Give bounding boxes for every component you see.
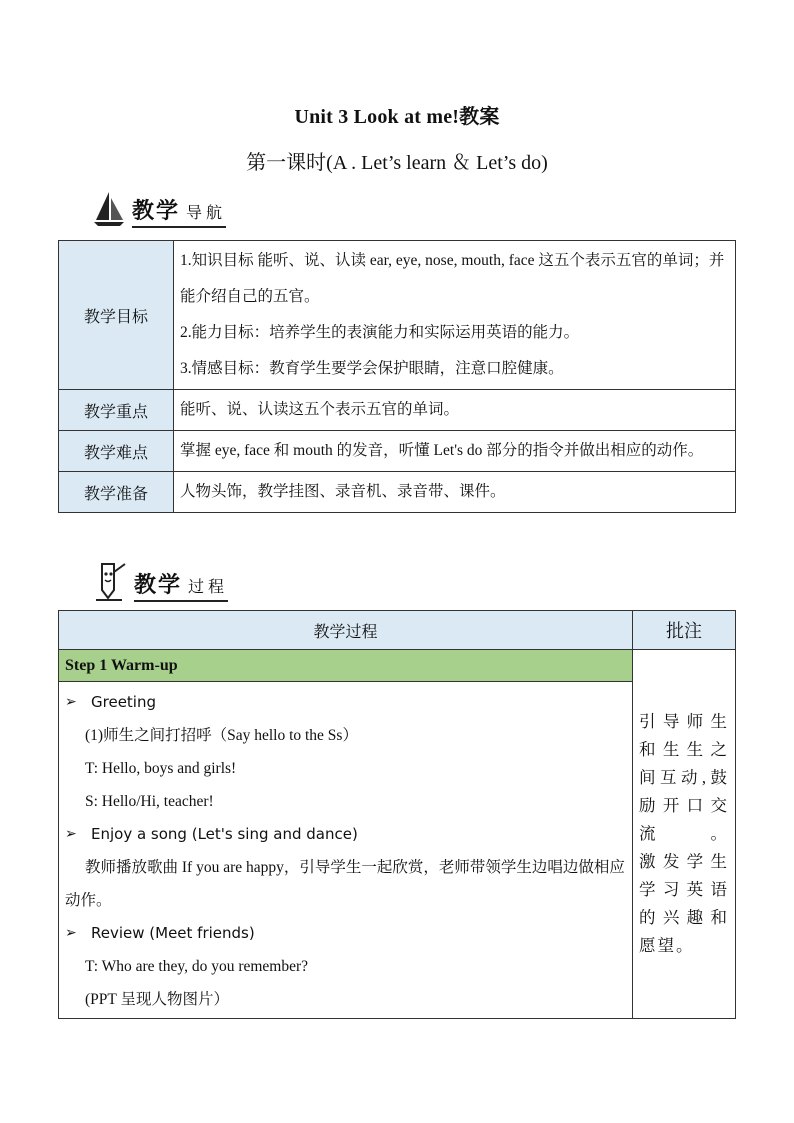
key-points-label: 教学重点: [59, 390, 174, 431]
table-row: [59, 650, 736, 682]
note-text: 激发学生学习英语的兴趣和愿望。: [639, 852, 729, 955]
process-banner-bold: 教学: [134, 573, 183, 598]
key-points-content: 能听、说、认读这五个表示五官的单词。: [174, 390, 736, 431]
song-text: 教师播放歌曲 If you are happy，引导学生一起欣赏，老师带领学生边唱边做相应动作。: [65, 859, 625, 909]
greeting-line: (1)师生之间打招呼（Say hello to the Ss）: [85, 727, 358, 744]
step-body: [59, 682, 633, 1019]
teaching-process-banner: [92, 560, 228, 602]
arrow-bullet-icon: ➢: [65, 925, 77, 941]
bullet-text: Enjoy a song (Let's sing and dance): [91, 825, 358, 843]
teaching-nav-banner: [92, 186, 226, 228]
bullet-greeting: [65, 686, 626, 719]
bullet-text: Greeting: [91, 693, 156, 711]
goal-line: 1.知识目标 能听、说、认读 ear, eye, nose, mouth, face 这五个表示五官的单词；并能介绍自己的五官。: [180, 252, 725, 305]
bullet-review: [65, 917, 626, 950]
review-line: (PPT 呈现人物图片）: [85, 991, 229, 1008]
table-row: [59, 390, 736, 431]
table-header-row: [59, 611, 736, 650]
goal-line: 2.能力目标：培养学生的表演能力和实际运用英语的能力。: [180, 324, 580, 341]
pencil-character-icon: [92, 560, 128, 602]
preparation-content: 人物头饰，教学挂图、录音机、录音带、课件。: [174, 472, 736, 513]
process-table: [58, 610, 736, 1019]
goal-line: 3.情感目标：教育学生要学会保护眼睛，注意口腔健康。: [180, 360, 564, 377]
greeting-line: S: Hello/Hi, teacher!: [85, 793, 214, 810]
goals-content: [174, 241, 736, 390]
sailboat-icon: [92, 190, 126, 228]
bullet-song: [65, 818, 626, 851]
bullet-text: Review (Meet friends): [91, 924, 255, 942]
difficulties-content: 掌握 eye, face 和 mouth 的发音，听懂 Let's do 部分的指令并做出相应的动作。: [174, 431, 736, 472]
nav-banner-light: 导航: [186, 203, 227, 222]
note-text: 引导师生和生生之间互动,鼓励开口交流。: [639, 712, 729, 843]
lesson-subtitle: 第一课时(A . Let’s learn ＆ Let’s do): [246, 152, 548, 174]
arrow-bullet-icon: ➢: [65, 826, 77, 842]
goals-label: 教学目标: [59, 241, 174, 390]
notes-cell: [633, 650, 736, 1019]
table-row: [59, 431, 736, 472]
notes-header: 批注: [633, 611, 736, 650]
table-row: [59, 241, 736, 390]
table-row: [59, 472, 736, 513]
overview-table: [58, 240, 736, 513]
preparation-label: 教学准备: [59, 472, 174, 513]
step-title: Step 1 Warm-up: [59, 650, 633, 682]
difficulties-label: 教学难点: [59, 431, 174, 472]
process-banner-light: 过程: [188, 577, 229, 596]
greeting-line: T: Hello, boys and girls!: [85, 760, 237, 777]
document-title: Unit 3 Look at me!教案: [294, 106, 500, 128]
nav-banner-bold: 教学: [132, 199, 181, 224]
arrow-bullet-icon: ➢: [65, 694, 77, 710]
review-line: T: Who are they, do you remember?: [85, 958, 309, 975]
process-header: 教学过程: [59, 611, 633, 650]
